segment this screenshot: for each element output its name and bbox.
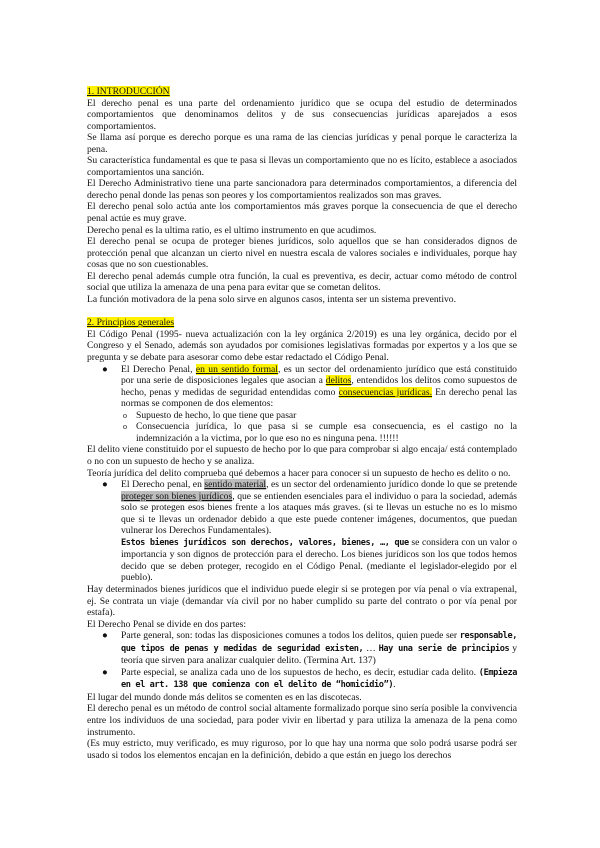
paragraph: El lugar del mundo donde más delitos se comenten es en las discotecas. xyxy=(87,691,362,703)
bullet-item: ● Parte general, son: todas las disposiciones comunes a todos los delitos, quien puede ser responsable, que tipos de penas y medidas de seguridad existen, … Hay una serie de principios y teoría que sirven para analizar cualquier delito. (Termina Art. 137) xyxy=(102,630,517,667)
bullet-item: ● Parte especial, se analiza cada uno de los supuestos de hecho, es decir, estudiar cada delito. (Empieza en el art. 138 que comienza con el delito de “homicidio”). xyxy=(102,666,517,691)
sub-item: o Supuesto de hecho, lo que tiene que pasar xyxy=(123,409,297,421)
bullet-item: ● El Derecho Penal, en un sentido formal, es un sector del ordenamiento jurídico que está constituido por una serie de disposiciones legales que asocian a delitos, entendidos los delitos como supuestos de hecho, penas y medidas de seguridad entendidas como consecuencias jurídicas. En derecho penal las normas se componen de dos elementos: xyxy=(102,363,517,410)
paragraph: El Derecho Penal se divide en dos partes: xyxy=(87,618,247,630)
paragraph: El derecho penal se ocupa de proteger bienes jurídicos, solo aquellos que se han considerados dignos de protección penal que alcanzan un cierto nivel en nuestra escala de valores sociales e individuales, porque hay cosas que no son cuestionables. xyxy=(87,236,517,271)
circle-bullet-icon: o xyxy=(123,422,127,432)
paragraph: Hay determinados bienes jurídicos que el individuo puede elegir si se protegen por vía penal o vía extrapenal, ej. Se contrata un viaje (demandar vía civil por no haber cumplido su parte del contrato o por vía penal por estafa). xyxy=(87,583,517,619)
bullet-icon: ● xyxy=(102,666,108,678)
paragraph: El Código Penal (1995- nueva actualización con la ley orgánica 2/2019) es una ley orgánica, decido por el Congreso y el Senado, además son ayudados por comisiones legislativas formadas por expertos y a los que se pregunta y se debate para asesorar como debe estar redactado el Código Penal. xyxy=(87,328,517,364)
paragraph: Derecho penal es la ultima ratio, es el ultimo instrumento en que acudimos. xyxy=(87,224,377,236)
paragraph: El derecho penal solo actúa ante los comportamientos más graves porque la consecuencia de que el derecho penal actúe es muy grave. xyxy=(87,201,517,225)
sub-item: o Consecuencia jurídica, lo que pasa si se cumple esa consecuencia, es el castigo no la indemnización a la victima, por lo que eso no es ninguna pena. !!!!!! xyxy=(123,421,517,444)
paragraph: (Es muy estricto, muy verificado, es muy riguroso, por lo que hay una norma que solo podrá usarse podrá ser usado si todos los elementos encajan en la definición, debido a que están en juego los derechos xyxy=(87,738,517,761)
paragraph: Su característica fundamental es que te pasa si llevas un comportamiento que no es lícito, establece a asociados comportamientos una sanción. xyxy=(87,155,517,178)
paragraph: El derecho penal es un método de control social altamente formalizado porque sino sería posible la convivencia entre los individuos de una sociedad, para poder vivir en libertad y para utiliza la amenaza de la pena como instrumento. xyxy=(87,703,517,738)
paragraph: El derecho penal es una parte del ordenamiento jurídico que se ocupa del estudio de determinados comportamientos que denominamos delitos y de sus consecuencias jurídicas aparejados a esos comportamientos. xyxy=(87,97,517,132)
paragraph: La función motivadora de la pena solo sirve en algunos casos, intenta ser un sistema preventivo. xyxy=(87,293,456,305)
paragraph: El derecho penal además cumple otra función, la cual es preventiva, es decir, actuar como método de control social que utiliza la amenaza de una pena para evitar que se cometan delitos. xyxy=(87,270,517,294)
bullet-icon: ● xyxy=(102,630,108,642)
circle-bullet-icon: o xyxy=(123,410,127,420)
paragraph: Se llama así porque es derecho porque es una rama de las ciencias jurídicas y penal porque le caracteriza la pena. xyxy=(87,132,517,155)
paragraph: Teoría jurídica del delito comprueba qué debemos a hacer para conocer si un supuesto de hecho es delito o no. xyxy=(87,467,511,479)
bullet-item: ● El Derecho penal, en sentido material, es un sector del ordenamiento jurídico donde lo que se pretende proteger son bienes jurídicos, que se entienden esenciales para el individuo o para la sociedad, además solo se protegen esos bienes frente a los ataques más graves. (si te llevas un estuche no es lo mismo que si te llevas un ordenador debido a que este puede contener imágenes, documentos, que puedan vulnerar los Derechos Fundamentales). Estos bienes jurídicos son derechos, valores, bienes, …, que se considera con un valor o importancia y son dignos de protección para el derecho. Los bienes jurídicos son los que todos hemos decido que se deben proteger, recogido en el Código Penal. (mediante el legislador-elegido por el pueblo). xyxy=(102,479,517,584)
document-page xyxy=(87,86,517,761)
paragraph: El Derecho Administrativo tiene una parte sancionadora para determinados comportamientos, a diferencia del derecho penal donde las penas son peores y los comportamientos realizados son mas graves. xyxy=(87,178,517,201)
bullet-icon: ● xyxy=(102,479,108,491)
section-2-heading: 2. Principios generales xyxy=(87,317,175,329)
paragraph: El delito viene constituido por el supuesto de hecho por lo que para comprobar si algo encaja/ está contemplado o no con un supuesto de hecho y se analiza. xyxy=(87,444,517,467)
bullet-icon: ● xyxy=(102,363,108,375)
section-1-heading: 1. INTRODUCCIÓN xyxy=(87,86,170,97)
